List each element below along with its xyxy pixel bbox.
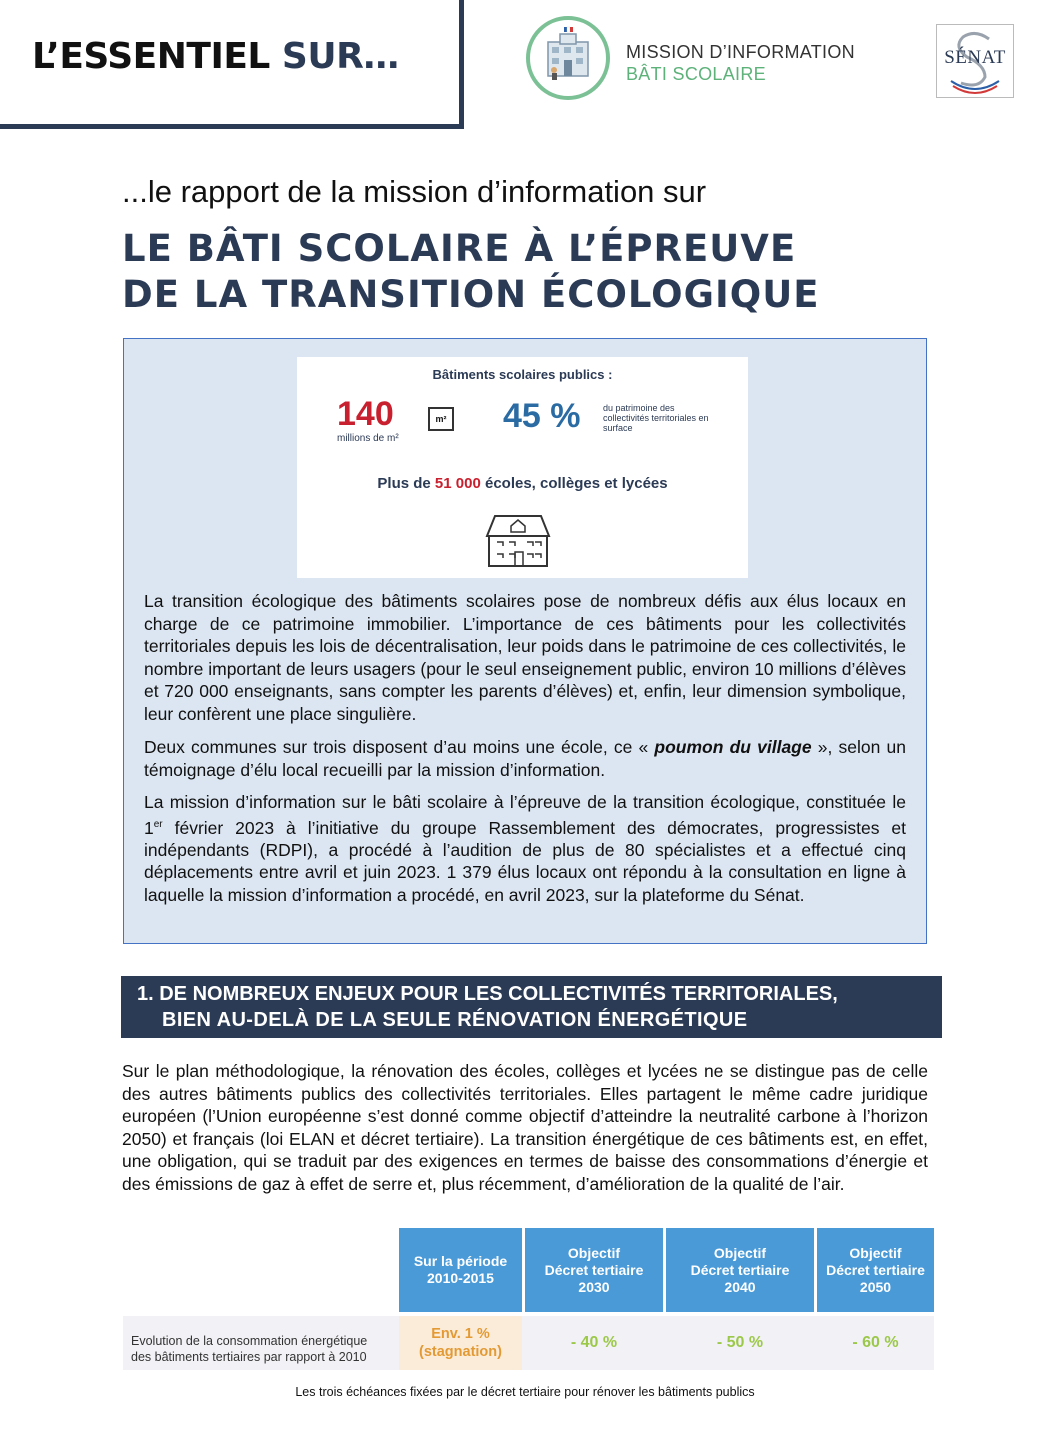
intro-p2-emphasis: poumon du village [654, 737, 812, 757]
intro-p3-before: La mission d’information sur le bâti scolaire à l’épreuve de la transition écologique, constituée le 1 [144, 792, 906, 838]
schools-count [297, 475, 748, 492]
intro-paragraph-3 [144, 791, 906, 906]
intro-p2-after: », selon un témoignage d’élu local recueilli par la mission d’information. [144, 737, 906, 780]
mission-subject: BÂTI SCOLAIRE [626, 64, 766, 84]
table-row-label: Evolution de la consommation énergétique des bâtiments tertiaires par rapport à 2010 [131, 1334, 368, 1364]
table-header-period: Sur la période 2010-2015 [399, 1228, 522, 1312]
senat-logo-text: SÉNAT [944, 47, 1006, 68]
intro-p3-after: février 2023 à l’initiative du groupe Rassemblement des démocrates, progressistes et indépendants (RDPI), a procédé à l’audition de plus de 80 spécialistes et a effectué cinq déplacements entre avril et juin 2023. 1 379 élus locaux ont répondu à la consultation en ligne à laquelle la mission d’information a procédé, en avril 2023, sur la plateforme du Sénat. [144, 817, 906, 905]
infographic [297, 357, 748, 578]
intro-paragraph-1: La transition écologique des bâtiments scolaires pose de nombreux défis aux élus locaux en charge de ce patrimoine immobilier. L’importance de ces bâtiments pour les collectivités territoriales depuis les lois de décentralisation, leur poids dans le patrimoine de ces collectivités, le nombre important de leurs usagers (pour le seul enseignement public, environ 10 millions d’élèves et 720 000 enseignants, sans compter les parents d’élèves) et, enfin, leur dimension symbolique, leur confèrent une place singulière. [144, 591, 906, 724]
stat-share-text: du patrimoine des collectivités territoriales en surface [603, 403, 709, 433]
report-subtitle: ...le rapport de la mission d’information sur [122, 174, 707, 209]
square-meter-icon: m² [428, 407, 454, 431]
report-title-line1: LE BÂTI SCOLAIRE À L’ÉPREUVE [122, 227, 797, 270]
mission-label: MISSION D’INFORMATION [626, 42, 855, 62]
table-header-2030: Objectif Décret tertiaire 2030 [525, 1228, 663, 1312]
header-title-part2: SUR… [281, 36, 399, 77]
header-title [32, 36, 399, 77]
table-cell-2040: - 50 % [716, 1334, 764, 1351]
table-cell-2050: - 60 % [852, 1334, 899, 1351]
table-header-2040: Objectif Décret tertiaire 2040 [666, 1228, 814, 1312]
intro-p2-before: Deux communes sur trois disposent d’au moins une école, ce « [144, 737, 655, 757]
intro-paragraph-2 [144, 736, 906, 781]
stat-surface-value: 140 [337, 395, 394, 433]
schools-count-number: 51 000 [434, 475, 481, 492]
stat-surface-unit: millions de m² [337, 433, 399, 444]
school-building-logo-icon [526, 16, 610, 100]
table-header-2050: Objectif Décret tertiaire 2050 [817, 1228, 934, 1312]
header-title-part1: L’ESSENTIEL [32, 36, 270, 77]
senat-logo [936, 24, 1014, 98]
report-title [122, 226, 922, 318]
stat-share-value: 45 % [503, 397, 581, 435]
table-cell-2030: - 40 % [570, 1334, 618, 1351]
schools-count-suffix: écoles, collèges et lycées [480, 475, 668, 492]
intro-p3-sup: er [153, 818, 163, 830]
infographic-heading: Bâtiments scolaires publics : [432, 367, 613, 382]
section-paragraph: Sur le plan méthodologique, la rénovation des écoles, collèges et lycées ne se distingue pas de celle des autres bâtiments publics des collectivités territoriales. Elles partagent le même cadre juridique européen (l’Union européenne s’est donné comme objectif d’atteindre la neutralité carbone à l’horizon 2050) et français (loi ELAN et décret tertiaire). La transition énergétique de ces bâtiments est, en effet, une obligation, qui se traduit par des exigences en termes de baisse des consommations d’énergie et des émissions de gaz à effet de serre et, plus récemment, d’amélioration de la qualité de l’air. [122, 1061, 928, 1194]
section-heading-line2: BIEN AU-DELÀ DE LA SEULE RÉNOVATION ÉNERGÉTIQUE [162, 1009, 748, 1031]
report-title-line2: DE LA TRANSITION ÉCOLOGIQUE [122, 273, 820, 316]
table-cell-period: Env. 1 % (stagnation) [399, 1316, 522, 1370]
table-caption: Les trois échéances fixées par le décret tertiaire pour rénover les bâtiments publics [295, 1385, 755, 1399]
schools-count-prefix: Plus de [377, 475, 435, 492]
section-heading-line1: 1. DE NOMBREUX ENJEUX POUR LES COLLECTIVITÉS TERRITORIALES, [137, 983, 838, 1005]
school-house-icon [483, 512, 553, 573]
